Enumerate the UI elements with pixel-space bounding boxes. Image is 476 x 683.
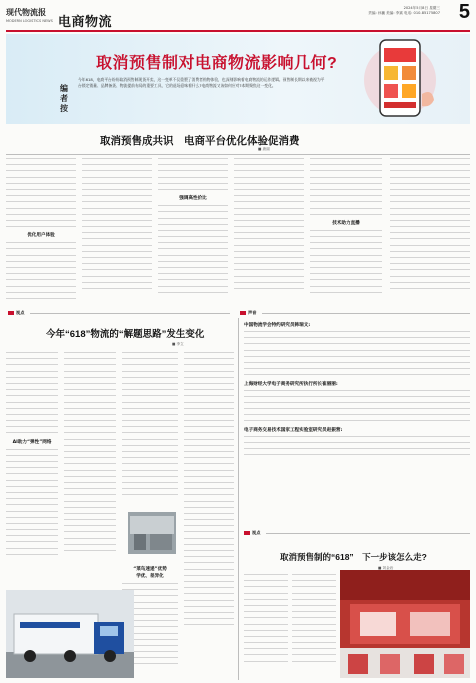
- voice-3-title: 电子商务交易技术国家工程实验室研究员赵振营:: [244, 427, 343, 433]
- article1-subhead-3: 技术助力直播: [332, 220, 360, 226]
- article1-column: [234, 158, 304, 306]
- article1-subhead-2: 强调高性价比: [179, 196, 207, 202]
- truck-photo: [6, 590, 134, 678]
- divider: [6, 154, 470, 155]
- warehouse-photo: [128, 512, 176, 554]
- article2-headline: 今年“618”物流的“解题思路”发生变化: [46, 329, 205, 340]
- article2-subhead-3: 学优、差异化: [136, 574, 164, 579]
- issue-editors: 责编: 孙巍 美编: 李斌 电话: 010-85175807: [368, 11, 440, 15]
- header-rule: [6, 30, 470, 32]
- editor-note: 今年618，电商平台纷纷取消预售制现货开卖，这一变革不仅重塑了消费者购物体验，也深刻影响着电商物流的运作逻辑。预售制长期以来被视为平台锁定销量、品牌备货、物流提前布局的重要工具，它的退场意味着什么?电商物流又该如何应对?本期聚焦这一变化。: [78, 77, 325, 89]
- divider: [266, 533, 470, 534]
- phone-shopping-illustration: [356, 36, 440, 120]
- article2-column: [6, 352, 58, 586]
- article3-byline: ■ 刘金岩: [378, 566, 394, 570]
- article3-column: [292, 574, 336, 678]
- article1-column: [390, 158, 470, 306]
- divider: [30, 313, 230, 314]
- editor-note-label: 编者按: [60, 84, 68, 113]
- marker-label: 声音: [248, 310, 257, 315]
- voice-2-title: 上海财经大学电子商务研究所执行所长崔丽丽:: [244, 381, 338, 387]
- banner-title: 取消预售制对电商物流影响几何?: [96, 55, 338, 72]
- article2-column: [122, 352, 178, 508]
- article1-subhead-1: 优化用户体验: [27, 233, 55, 239]
- issue-date: 2024年5月8日 星期三: [403, 6, 440, 10]
- section-marker-viewpoint: [8, 310, 24, 316]
- article2-byline: ■ 李立: [172, 342, 184, 346]
- article1-headline: 取消预售成共识 电商平台优化体验促消费: [100, 135, 300, 147]
- masthead: [6, 5, 141, 31]
- store-photo: [340, 570, 470, 678]
- voice-1-title: 中国物流学会特约研究员韩瑞文:: [244, 323, 311, 328]
- article2-column: [64, 352, 116, 586]
- article2-subhead-1: AI助力“弹性”网络: [12, 439, 52, 445]
- newspaper-subtitle: MODERN LOGISTICS NEWS: [6, 19, 53, 23]
- marker-block: [8, 311, 14, 315]
- article2-column: [184, 352, 234, 678]
- divider: [262, 313, 470, 314]
- section-marker-viewpoint-2: [244, 530, 260, 536]
- article2-subhead-2: “菜鸟速递”优势: [133, 567, 167, 572]
- article3-column: [244, 574, 288, 678]
- column-divider: [238, 318, 239, 680]
- article1-column: [82, 158, 152, 306]
- issue-info: [350, 6, 440, 16]
- article1-byline: ■ 唐丽: [258, 147, 270, 151]
- page-number: 5: [458, 1, 470, 23]
- section-marker-voice: [240, 310, 256, 316]
- article1-column: [158, 158, 228, 306]
- marker-label: 视点: [16, 310, 25, 315]
- article1-column: [310, 158, 382, 306]
- marker-block: [240, 311, 246, 315]
- article1-column: [6, 158, 76, 306]
- marker-label: 视点: [252, 530, 261, 535]
- section-title: 电商物流: [58, 15, 113, 30]
- marker-block: [244, 531, 250, 535]
- newspaper-logo: 现代物流报: [6, 7, 46, 17]
- article3-headline: 取消预售制的“618” 下一步该怎么走?: [280, 552, 427, 562]
- voices-sidebar: [244, 322, 470, 482]
